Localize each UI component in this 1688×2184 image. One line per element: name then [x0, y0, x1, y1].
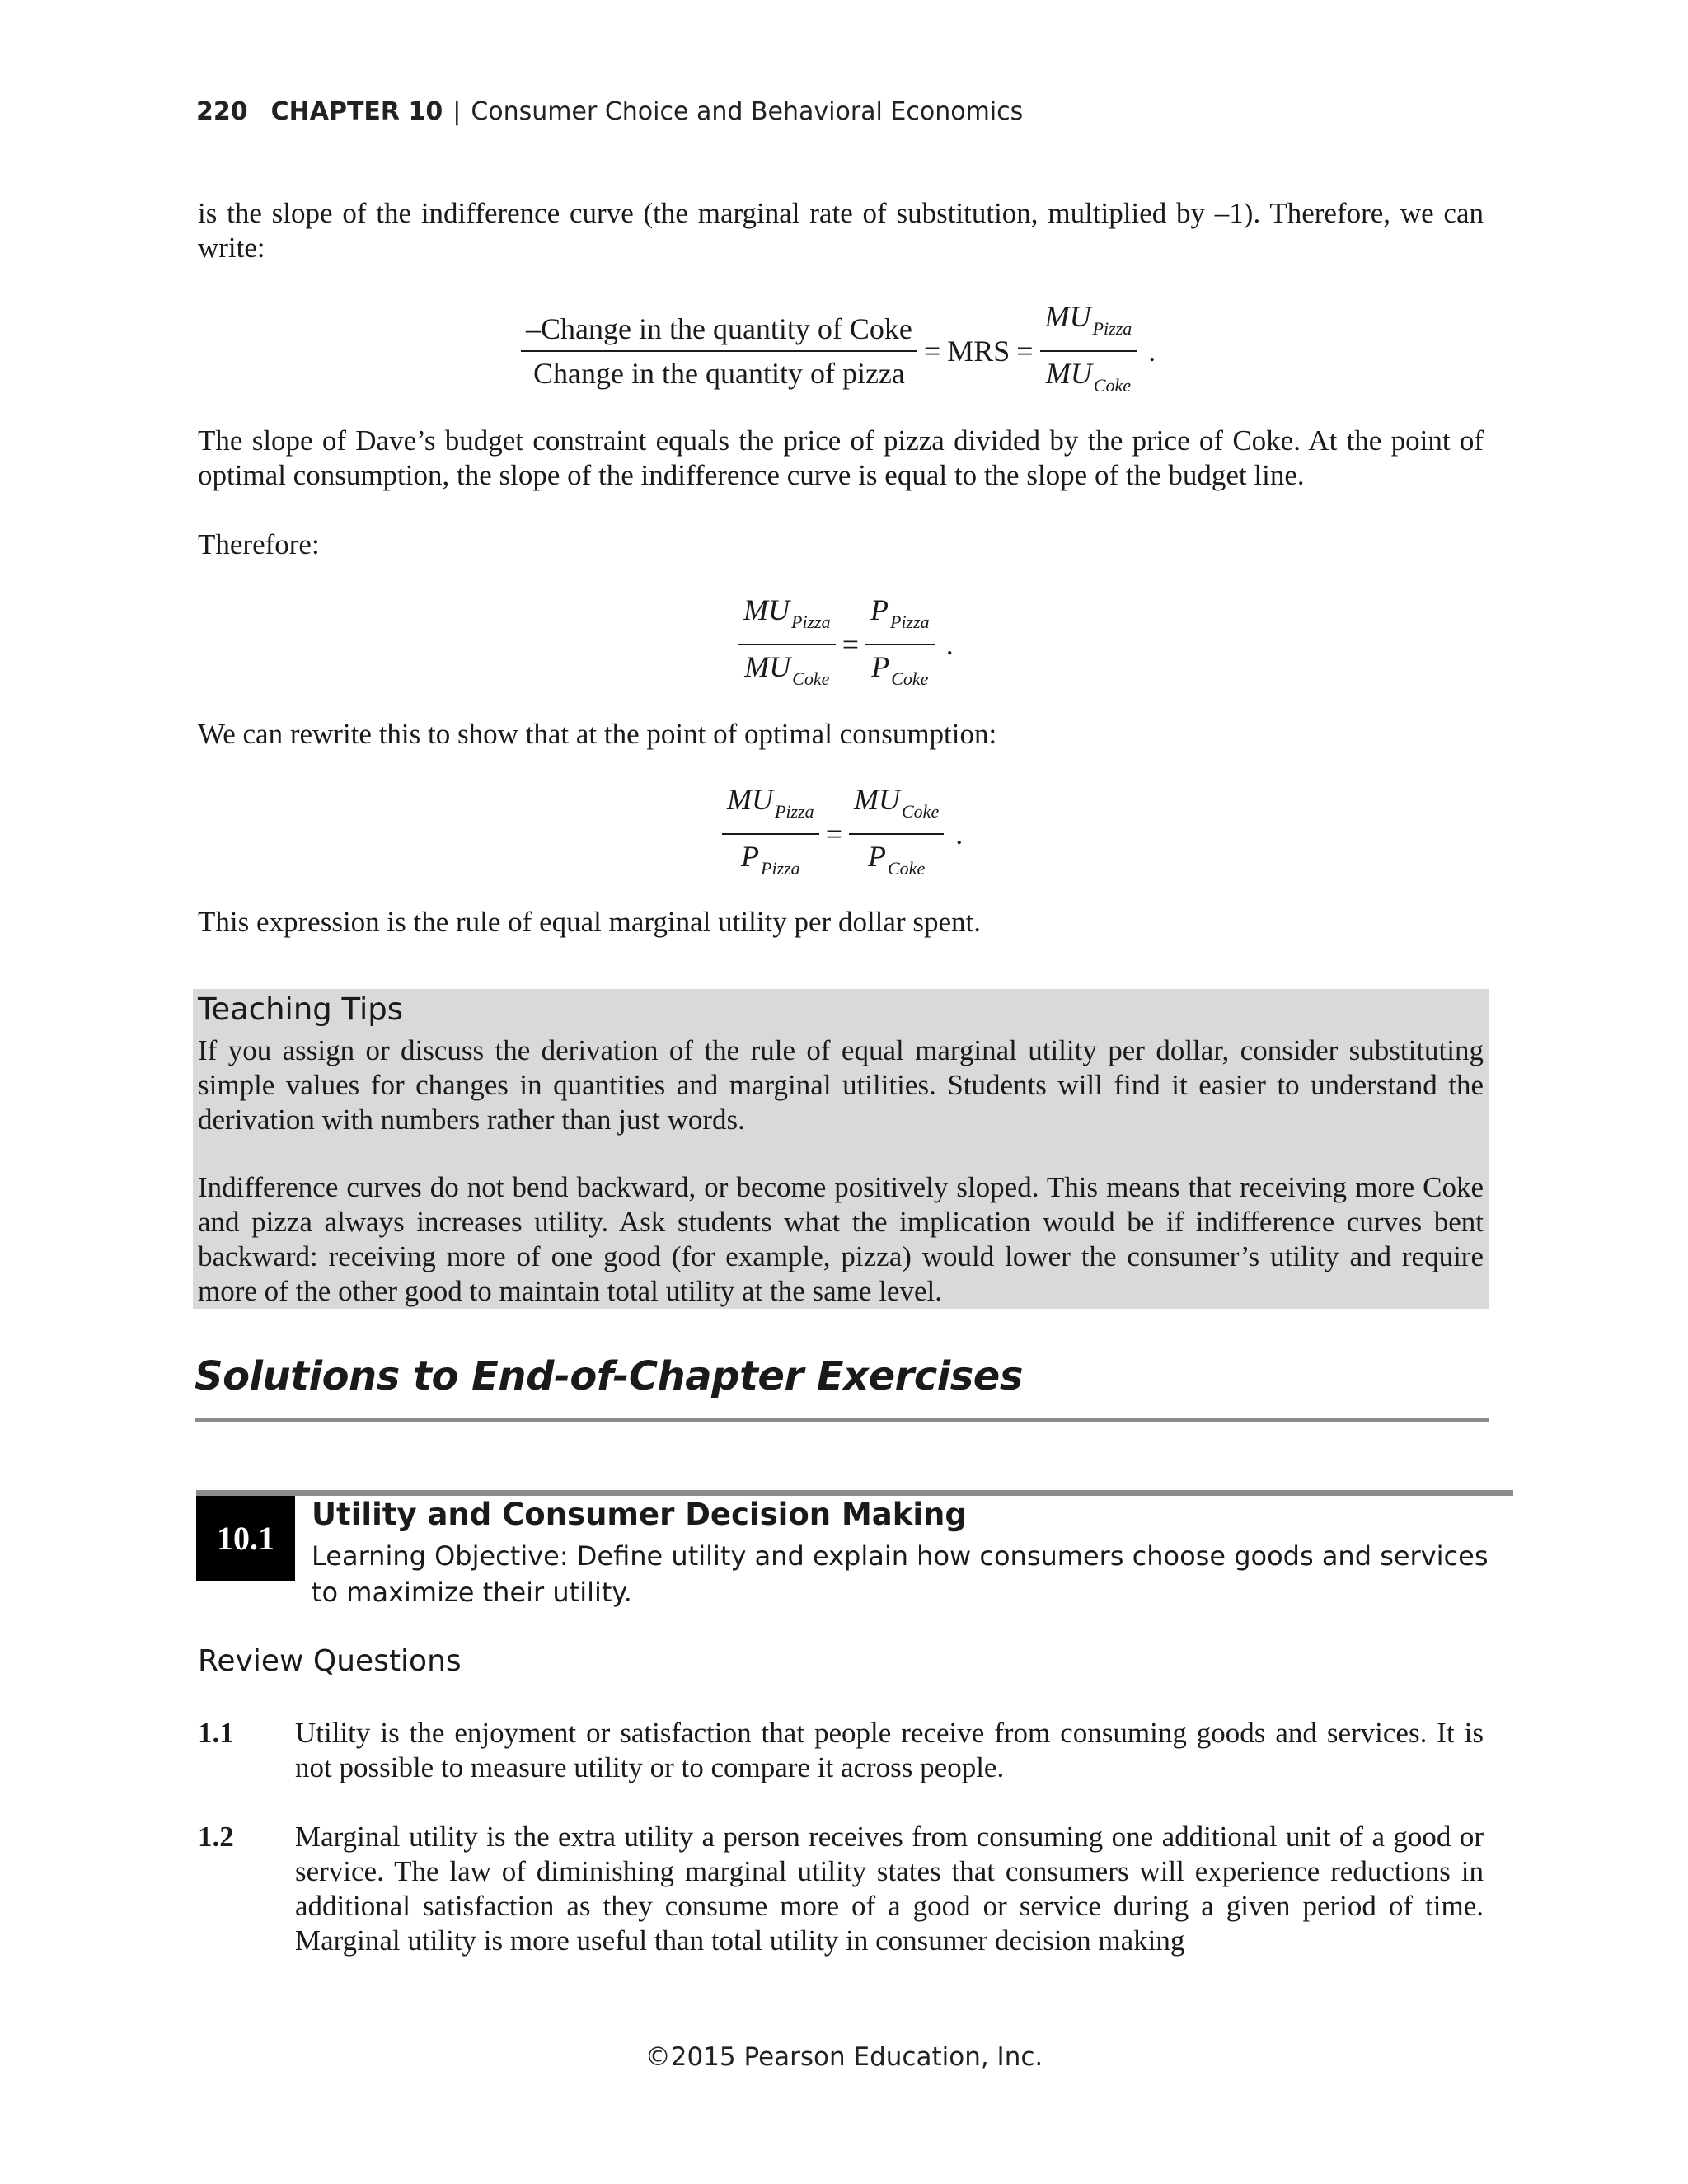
teaching-tips-paragraph-2: Indifference curves do not bend backward, or become positively sloped. This means that receiving more Coke and pizza always increases utility. Ask students what the implication would be if indifference curves bent backward: receiving more of one good (for example, pizza) would lower the consumer’s utility and require more of the other good to maintain total utility at the same level. — [198, 1171, 1484, 1307]
equation-mrs — [521, 298, 1156, 404]
solutions-heading: Solutions to End-of-Chapter Exercises — [195, 1353, 1023, 1399]
eq2-rhs-num-main: P — [870, 593, 889, 626]
question-answer: Utility is the enjoyment or satisfaction that people receive from consuming goods and services. It is not possible to measure utility or to compare it across people. — [295, 1717, 1484, 1783]
eq1-equals-2: = — [1016, 335, 1034, 368]
equation-mu-per-dollar — [722, 781, 963, 887]
question-number: 1.2 — [198, 1821, 234, 1853]
eq2-equals: = — [842, 628, 859, 661]
eq3-lhs-fraction — [722, 781, 819, 887]
rewrite-paragraph: We can rewrite this to show that at the point of optimal consumption: — [198, 718, 997, 750]
section-divider — [196, 1490, 1513, 1496]
eq1-rhs-den-sub: Coke — [1093, 375, 1132, 396]
eq2-lhs-den-sub: Coke — [792, 668, 830, 689]
eq2-lhs-fraction — [738, 592, 836, 697]
eq3-period: . — [955, 818, 964, 851]
eq2-lhs-den-main: MU — [744, 650, 791, 683]
eq2-lhs-num-sub: Pizza — [791, 612, 831, 632]
chapter-title: Consumer Choice and Behavioral Economics — [471, 97, 1024, 126]
question-answer: Marginal utility is the extra utility a person receives from consuming one additional unit of a good or service. The law of diminishing marginal utility states that consumers will experience reductions in additional satisfaction as they consume more of a good or service during a given period of time. Marginal utility is more useful than total utility in consumer decision making — [295, 1821, 1484, 1957]
eq1-equals-1: = — [923, 335, 941, 368]
eq1-lhs-fraction — [521, 311, 917, 391]
eq1-rhs-fraction — [1040, 298, 1137, 404]
copyright-footer: ©2015 Pearson Education, Inc. — [645, 2042, 1043, 2072]
running-header — [196, 97, 1023, 126]
eq2-rhs-fraction — [865, 592, 935, 697]
eq1-rhs-num-sub: Pizza — [1092, 318, 1132, 339]
eq3-rhs-num-main: MU — [854, 783, 900, 816]
eq3-lhs-num-main: MU — [727, 783, 773, 816]
eq1-rhs-den-main: MU — [1045, 357, 1092, 390]
eq3-equals: = — [825, 818, 842, 851]
eq2-rhs-num-sub: Pizza — [890, 612, 930, 632]
eq3-rhs-fraction — [849, 781, 944, 887]
eq3-lhs-num-sub: Pizza — [775, 801, 814, 822]
teaching-tips-paragraph-1: If you assign or discuss the derivation of the rule of equal marginal utility per dollar, consider substituting simple values for changes in quantities and marginal utilities. Students will find it easier to understand the derivation with numbers rather than just words. — [198, 1034, 1484, 1136]
budget-paragraph: The slope of Dave’s budget constraint equals the price of pizza divided by the price of Coke. At the point of optimal consumption, the slope of the indifference curve is equal to the slope of the budget line. — [198, 424, 1484, 491]
page-number: 220 — [196, 97, 248, 126]
eq3-rhs-den-main: P — [868, 840, 886, 873]
review-questions-heading: Review Questions — [198, 1644, 462, 1678]
eq3-rhs-num-sub: Coke — [902, 801, 940, 822]
solutions-divider — [195, 1418, 1489, 1422]
rule-paragraph: This expression is the rule of equal marginal utility per dollar spent. — [198, 906, 981, 938]
eq3-lhs-den-main: P — [741, 840, 759, 873]
eq1-period: . — [1148, 335, 1156, 368]
eq3-rhs-den-sub: Coke — [888, 858, 926, 879]
eq1-lhs-denominator: Change in the quantity of pizza — [533, 357, 905, 390]
eq2-period: . — [945, 628, 954, 661]
intro-paragraph: is the slope of the indifference curve (the marginal rate of substitution, multiplied by –1). Therefore, we can write: — [198, 197, 1484, 264]
eq2-lhs-num-main: MU — [743, 593, 790, 626]
eq2-rhs-den-sub: Coke — [891, 668, 929, 689]
therefore-paragraph: Therefore: — [198, 528, 320, 560]
section-title: Utility and Consumer Decision Making — [312, 1497, 967, 1532]
eq1-mrs: MRS — [947, 335, 1010, 368]
learning-objective: Learning Objective: Define utility and explain how consumers choose goods and services to maximize their utility. — [312, 1540, 1489, 1608]
question-number: 1.1 — [198, 1717, 234, 1749]
eq2-rhs-den-main: P — [871, 650, 890, 683]
equation-mu-ratio-price-ratio — [738, 592, 954, 697]
teaching-tips-title: Teaching Tips — [198, 991, 404, 1027]
eq1-rhs-num-main: MU — [1044, 300, 1091, 333]
eq1-lhs-numerator: –Change in the quantity of Coke — [521, 311, 917, 352]
eq3-lhs-den-sub: Pizza — [761, 858, 800, 879]
chapter-label: CHAPTER 10 — [270, 97, 443, 126]
header-separator: | — [452, 97, 462, 126]
section-number-badge: 10.1 — [196, 1496, 295, 1581]
